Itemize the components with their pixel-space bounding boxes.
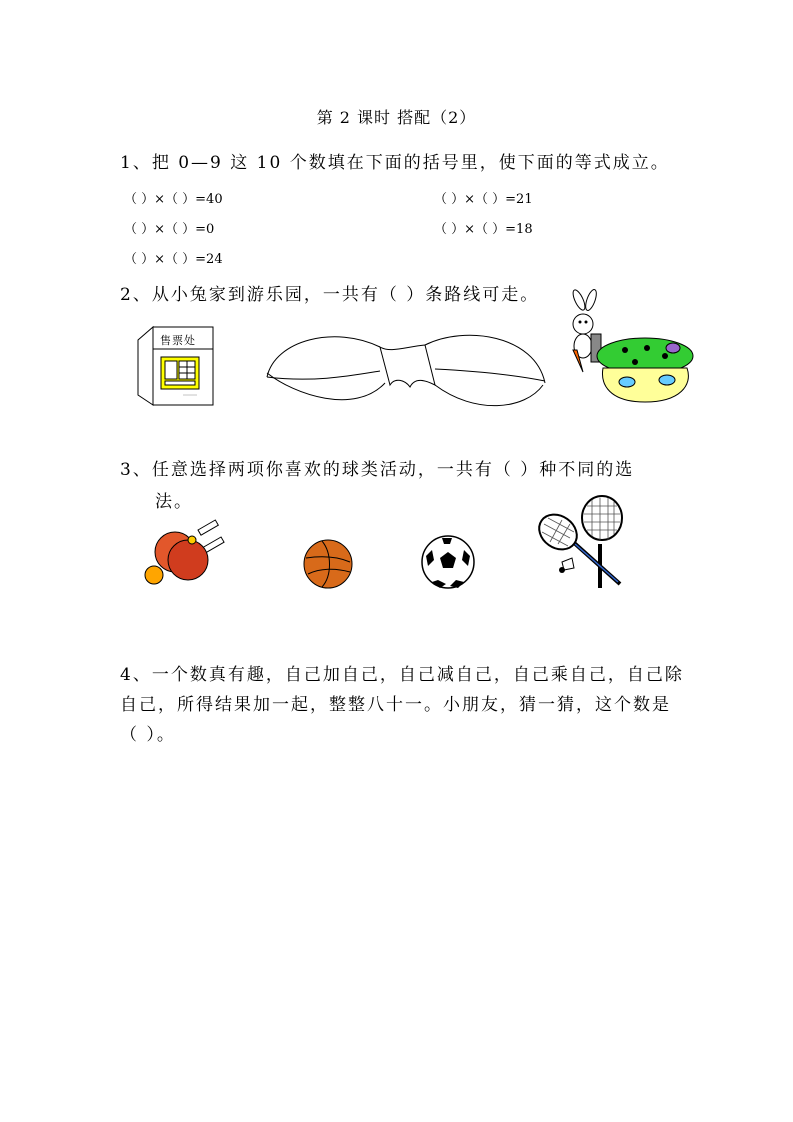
basketball-icon: [300, 538, 356, 590]
rabbit-house-illustration: [555, 290, 700, 410]
question-1-text: 1、把 0—9 这 10 个数填在下面的括号里，使下面的等式成立。: [120, 153, 670, 173]
equation-5: （ ）×（ ）=24: [124, 252, 223, 267]
page-title: 第 2 课时 搭配（2）: [316, 108, 477, 127]
question-2-text: 2、从小兔家到游乐园，一共有（ ）条路线可走。: [120, 285, 540, 305]
question-4-text-line2: 自己，所得结果加一起，整整八十一。小朋友，猜一猜，这个数是: [120, 695, 671, 715]
equation-2: （ ）×（ ）=21: [434, 192, 533, 207]
question-4-text-line3: （ ）。: [120, 725, 176, 745]
route-diagram: [255, 325, 555, 420]
equation-3: （ ）×（ ）=0: [124, 222, 215, 237]
equation-4: （ ）×（ ）=18: [434, 222, 533, 237]
equation-1: （ ）×（ ）=40: [124, 192, 223, 207]
ping-pong-icon: [140, 520, 230, 590]
badminton-rackets-icon: [532, 496, 632, 591]
question-3-text-line2: 法。: [155, 492, 193, 512]
question-3-text-line1: 3、任意选择两项你喜欢的球类活动，一共有（ ）种不同的选: [120, 460, 635, 480]
ticket-booth-sign: 售票处: [160, 334, 196, 347]
question-4-text-line1: 4、一个数真有趣，自己加自己，自己减自己，自己乘自己，自己除: [120, 665, 684, 685]
soccer-ball-icon: [418, 534, 478, 590]
